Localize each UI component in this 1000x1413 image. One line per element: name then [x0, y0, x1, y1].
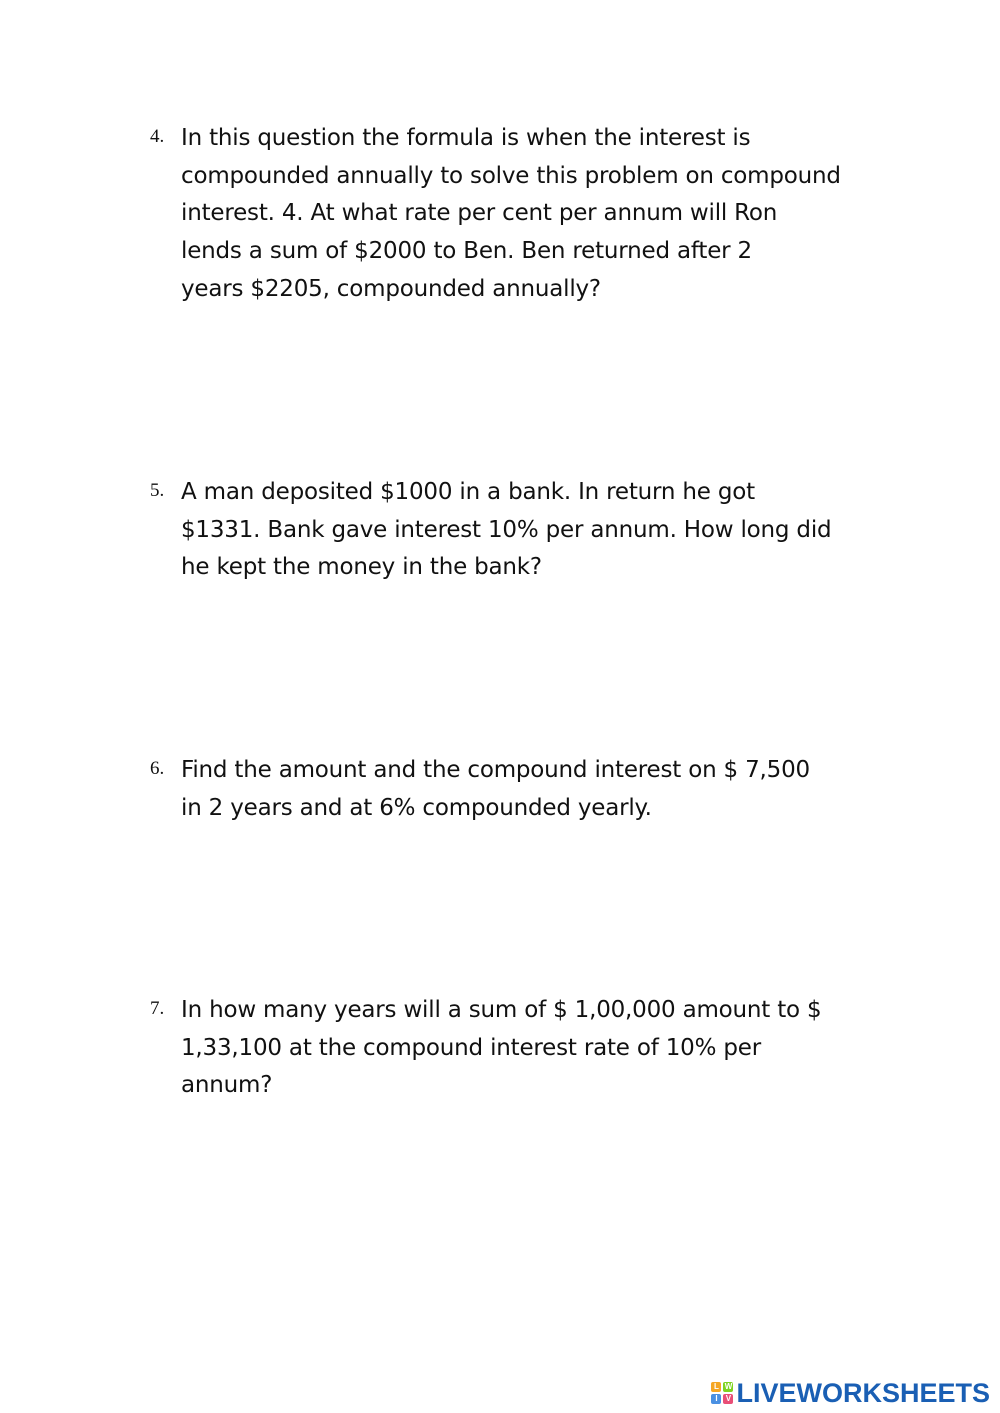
- question-text-line: In how many years will a sum of $ 1,00,000 amount to $: [181, 997, 822, 1023]
- brand-text: LIVEWORKSHEETS: [736, 1377, 990, 1408]
- question-text-line: in 2 years and at 6% compounded yearly.: [181, 795, 652, 821]
- question-text-line: annum?: [181, 1072, 273, 1098]
- logo-mark-icon: L W I V: [711, 1382, 733, 1404]
- question-number: 4.: [150, 126, 165, 147]
- question-text-line: compounded annually to solve this problem on compound: [181, 163, 841, 189]
- question-text-line: lends a sum of $2000 to Ben. Ben returned after 2: [181, 238, 752, 264]
- question-text-line: 1,33,100 at the compound interest rate of 10% per: [181, 1035, 761, 1061]
- liveworksheets-logo: [711, 1378, 990, 1408]
- question-text-line: A man deposited $1000 in a bank. In return he got: [181, 479, 755, 505]
- question-text-line: Find the amount and the compound interest on $ 7,500: [181, 757, 810, 783]
- question-text-line: $1331. Bank gave interest 10% per annum. How long did: [181, 517, 832, 543]
- question-text-line: years $2205, compounded annually?: [181, 276, 601, 302]
- question-text-line: interest. 4. At what rate per cent per annum will Ron: [181, 200, 778, 226]
- question-number: 5.: [150, 480, 165, 501]
- question-number: 6.: [150, 758, 165, 779]
- question-text-line: he kept the money in the bank?: [181, 554, 542, 580]
- question-text-line: In this question the formula is when the interest is: [181, 125, 751, 151]
- question-number: 7.: [150, 998, 165, 1019]
